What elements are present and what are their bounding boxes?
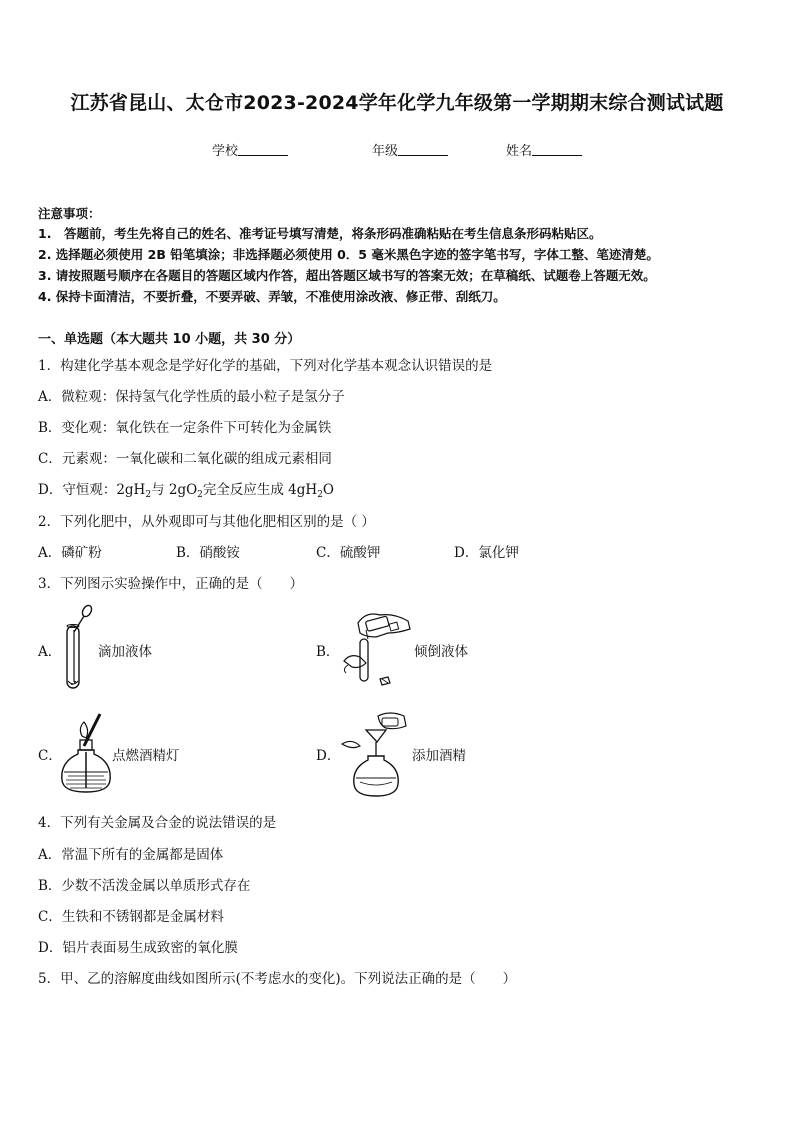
pouring-liquid-icon — [336, 607, 416, 691]
q3-option-b-label: 倾倒液体 — [414, 644, 468, 660]
q4-option-b: B．少数不活泼金属以单质形式存在 — [38, 878, 251, 894]
q2-stem: 2．下列化肥中，从外观即可与其他化肥相区别的是（ ） — [38, 514, 375, 530]
name-blank[interactable] — [532, 143, 582, 156]
q3-option-a-label: 滴加液体 — [98, 644, 152, 660]
notice-heading: 注意事项： — [38, 206, 101, 221]
q1-option-a: A．微粒观：保持氢气化学性质的最小粒子是氢分子 — [38, 389, 345, 405]
q5-stem: 5．甲、乙的溶解度曲线如图所示(不考虑水的变化)。下列说法正确的是（ ） — [38, 971, 517, 987]
school-field — [212, 140, 288, 159]
q2-option-b: B．硝酸铵 — [176, 545, 240, 561]
q1-stem: 1．构建化学基本观念是学好化学的基础，下列对化学基本观念认识错误的是 — [38, 358, 493, 374]
dropper-test-tube-icon — [58, 602, 98, 692]
q4-option-d: D．铝片表面易生成致密的氧化膜 — [38, 940, 238, 956]
name-field — [506, 140, 582, 159]
q4-stem: 4．下列有关金属及合金的说法错误的是 — [38, 815, 277, 831]
q3-option-d-label: 添加酒精 — [412, 748, 466, 764]
name-label: 姓名 — [506, 144, 533, 159]
q1-option-c: C．元素观：一氧化碳和二氧化碳的组成元素相同 — [38, 451, 332, 467]
grade-blank[interactable] — [398, 143, 448, 156]
q1-option-d: D．守恒观：$2gH_2$与 $2gO_2$完全反应生成 $4gH_2O$ — [38, 482, 334, 500]
notice-item-1: 1. 答题前，考生先将自己的姓名、准考证号填写清楚，将条形码准确粘贴在考生信息条形码粘贴区。 — [38, 226, 602, 241]
notice-item-3: 3. 请按照题号顺序在各题目的答题区域内作答，超出答题区域书写的答案无效；在草稿纸、试题卷上答题无效。 — [38, 268, 656, 283]
q3-option-b-letter: B． — [316, 644, 340, 660]
notice-item-4: 4. 保持卡面清洁，不要折叠，不要弄破、弄皱，不准使用涂改液、修正带、刮纸刀。 — [38, 289, 506, 304]
school-blank[interactable] — [238, 143, 288, 156]
q2-option-a: A．磷矿粉 — [38, 545, 102, 561]
adding-alcohol-icon — [338, 708, 410, 800]
q4-option-c: C．生铁和不锈钢都是金属材料 — [38, 909, 224, 925]
school-label: 学校 — [212, 144, 239, 159]
section-heading: 一、单选题（本大题共 10 小题，共 30 分） — [38, 332, 301, 347]
page-title: 江苏省昆山、太仓市2023-2024学年化学九年级第一学期期末综合测试试题 — [70, 92, 724, 114]
q3-stem: 3．下列图示实验操作中，正确的是（ ） — [38, 576, 304, 592]
notice-item-2: 2. 选择题必须使用 2B 铅笔填涂；非选择题必须使用 0．5 毫米黑色字迹的签字笔书写，字体工整、笔迹清楚。 — [38, 247, 659, 262]
q4-option-a: A．常温下所有的金属都是固体 — [38, 847, 224, 863]
q3-option-a-letter: A． — [38, 644, 62, 660]
q1-option-b: B．变化观：氧化铁在一定条件下可转化为金属铁 — [38, 420, 332, 436]
grade-label: 年级 — [372, 144, 399, 159]
q3-option-d-letter: D． — [316, 748, 341, 764]
q2-option-d: D．氯化钾 — [454, 545, 519, 561]
q2-option-c: C．硫酸钾 — [316, 545, 381, 561]
grade-field — [372, 140, 448, 159]
q3-option-c-letter: C． — [38, 748, 62, 764]
alcohol-lamp-icon — [60, 708, 114, 798]
q3-option-c-label: 点燃酒精灯 — [112, 748, 180, 764]
